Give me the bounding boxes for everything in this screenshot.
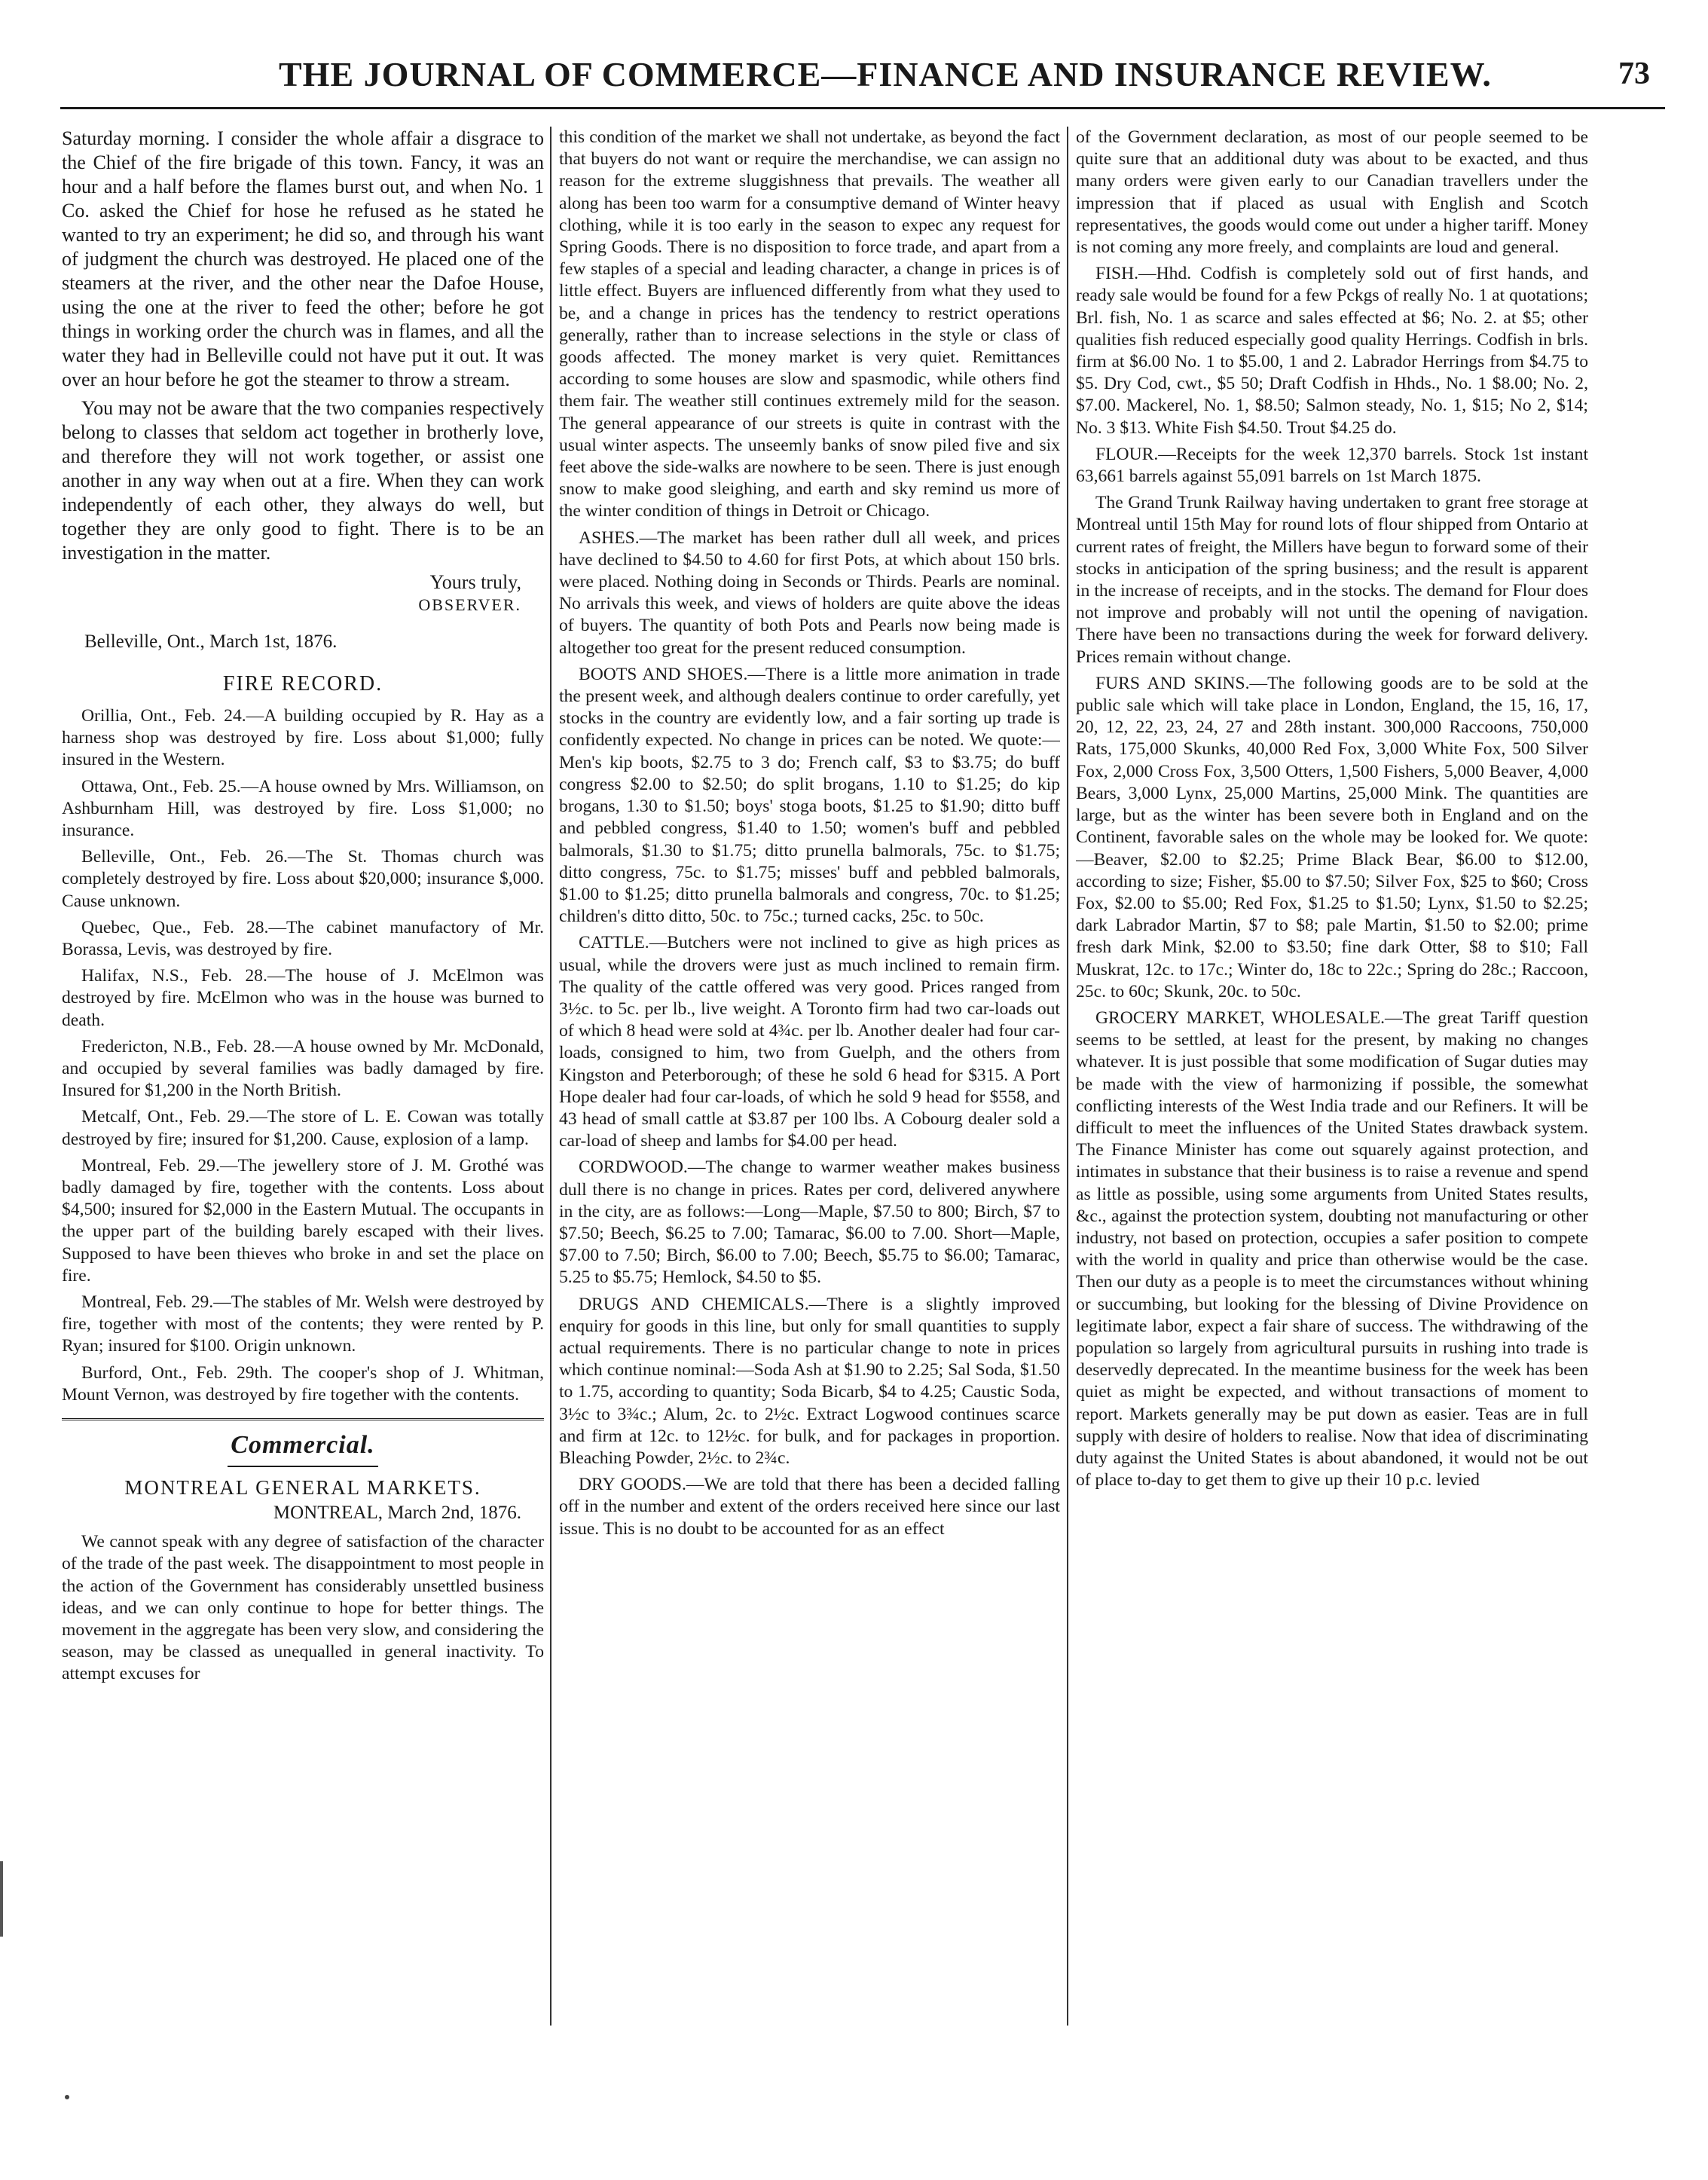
ink-speck	[65, 2095, 69, 2099]
column-3	[1076, 127, 1588, 2041]
furs-skins-paragraph: FURS AND SKINS.—The following goods are to be sold at the public sale which will take place in London, England, the 15, 16, 17, 20, 12, 22, 23, 24, 27 and 28th instant. 300,000 Raccoons, 750,000 Rats, 175,000 Skunks, 40,000 Red Fox, 3,000 White Fox, 500 Silver Fox, 2,000 Cross Fox, 3,500 Otters, 1,500 Fishers, 5,000 Beaver, 4,000 Bears, 3,000 Lynx, 25,000 Martins, 25,000 Mink. The quantities are large, but as the winter has been severe both in England and on the Continent, favorable sales on the whole may be looked for. We quote:—Beaver, $2.00 to $2.25; Prime Black Bear, $6.00 to $12.00, according to size; Fisher, $5.00 to $7.50; Silver Fox, $25 to $60; Cross Fox, $2.00 to $5.00; Red Fox, $1.25 to $1.50; Lynx, $1.50 to $2.25; dark Labrador Martin, $7 to $8; pale Martin, $1.50 to $2.00; prime fresh dark Mink, $2.00 to $3.50; fine dark Otter, $8 to $10; Fall Muskrat, 12c. to 17c.; Winter do, 18c to 22c.; Spring do 28c.; Raccoon, 25c. to 60c; Skunk, 20c. to 50c.	[1076, 673, 1588, 1001]
fire-record-item: Fredericton, N.B., Feb. 28.—A house owned by Mr. McDonald, and occupied by several families was badly damaged by fire. Insured for $1,200 in the North British.	[62, 1036, 544, 1101]
fire-record-item: Montreal, Feb. 29.—The jewellery store of J. M. Grothé was badly damaged by fire, together with the contents. Loss about $4,500; insured for $2,000 in the Eastern Mutual. The occupants in the upper part of the building barely escaped with their lives. Supposed to have been thieves who broke in and set the place on fire.	[62, 1155, 544, 1286]
fire-record-item: Orillia, Ont., Feb. 24.—A building occupied by R. Hay as a harness shop was destroyed by fire. Loss about $1,000; fully insured in the Western.	[62, 706, 544, 770]
letter-signoff: Yours truly,	[429, 571, 521, 593]
fire-record-list	[62, 705, 544, 1406]
fire-record-item: Ottawa, Ont., Feb. 25.—A house owned by Mrs. Williamson, on Ashburnham Hill, was destroyed by fire. Loss $1,000; no insurance.	[62, 776, 544, 841]
drugs-chemicals-paragraph: DRUGS AND CHEMICALS.—There is a slightly improved enquiry for goods in this line, but only for small quantities to supply actual requirements. There is no particular change to note in prices which continue nominal:—Soda Ash at $1.90 to 2.25; Sal Soda, $1.50 to 1.75, according to quantity; Soda Bicarb, $4 to 4.25; Caustic Soda, 3½c to 3¾c.; Alum, 2c. to 2½c. Extract Logwood continues scarce and firm at 12c. to 12½c. for bulk, and for packages in proportion. Bleaching Powder, 2½c. to 2¾c.	[559, 1294, 1060, 1468]
fire-record-heading: FIRE RECORD.	[222, 672, 383, 696]
markets-dateline: MONTREAL, March 2nd, 1876.	[273, 1503, 521, 1524]
grand-trunk-paragraph: The Grand Trunk Railway having undertaken to grant free storage at Montreal until 15th May for round lots of flour shipped from Ontario at current rates of freight, the Millers have begun to forward some of their stocks in anticipation of the spring business; and the result is apparent in the increase of receipts, and in the stocks. The demand for Flour does not improve and probably will not until the opening of navigation. There have been no transactions during the week for forward delivery. Prices remain without change.	[1076, 493, 1588, 667]
cattle-paragraph: CATTLE.—Butchers were not inclined to give as high prices as usual, while the drovers were just as much inclined to remain firm. The quality of the cattle offered was very good. Prices ranged from 3½c. to 5c. per lb., live weight. A Toronto firm had two car-loads out of which 8 head were sold at 4¾c. per lb. Another dealer had four car-loads, consigned to him, two from Guelph, and the others from Kingston and Peterborough; of these he sold 6 head for $315. A Port Hope dealer had four car-loads, of which he sold 9 head for $558, and 43 head of small cattle at $3.87 per 100 lbs. A Cobourg dealer sold a car-load of sheep and lambs for $4.00 per head.	[559, 933, 1060, 1151]
fire-record-item: Metcalf, Ont., Feb. 29.—The store of L. E. Cowan was totally destroyed by fire; insured for $1,200. Cause, explosion of a lamp.	[62, 1107, 544, 1149]
boots-shoes-paragraph: BOOTS AND SHOES.—There is a little more animation in trade the present week, and although dealers continue to order carefully, yet stocks in the country are evidently low, and a fair sorting up trade is confidently expected. No change in prices can be noted. We quote:—Men's kip boots, $2.75 to 3 do; French calf, $3 to $3.75; do buff congress $2.00 to $2.50; do split brogans, 1.10 to $1.25; do kip brogans, 1.30 to $1.50; boys' stoga boots, $1.25 to $1.90; ditto buff and pebbled congress, $1.40 to 1.50; women's buff and pebbled balmorals, $1.30 to $1.75; ditto prunella balmorals, 75c. to $1.75; ditto congress, 75c. to $1.75; misses' buff and pebbled balmorals, $1.00 to $1.25; ditto prunella balmorals and congress, 70c. to $1.25; children's ditto ditto, 50c. to 75c.; turned cacks, 25c. to 50c.	[559, 664, 1060, 927]
journal-title: THE JOURNAL OF COMMERCE—FINANCE AND INSURANCE REVIEW.	[279, 55, 1492, 93]
page-header	[60, 54, 1665, 109]
article-paragraph: this condition of the market we shall not undertake, as beyond the fact that buyers do not want or require the merchandise, we can assign no reason for the extreme sluggishness that prevails. The weather all along has been too warm for a consumptive demand of Winter heavy clothing, while it is too early in the season to expec any request for Spring Goods. There is no disposition to force trade, and apart from a few staples of a special and leading character, a change in prices is of little effect. Buyers are influenced differently from what they used to be, and a change in prices has the tendency to restrict operations generally, rather than to increase selections in the style or class of goods affected. The money market is very quiet. Remittances according to some houses are slow and spasmodic, while others find them fair. The weather still continues extremely mild for the season. The general appearance of our streets is quite in contrast with the usual winter aspects. The unseemly banks of snow piled five and six feet above the side-walks are nowhere to be seen. There is just enough snow to make good sleighing, and earth and sky remind us more of the winter condition of things in Detroit or Chicago.	[559, 127, 1060, 521]
heading-rule	[228, 1466, 378, 1467]
cordwood-paragraph: CORDWOOD.—The change to warmer weather makes business dull there is no change in prices. Rates per cord, delivered anywhere in the city, are as follows:—Long—Maple, $7.50 to 800; Birch, $7 to $7.50; Beech, $6.25 to 7.00; Tamarac, $6.00 to 7.00. Short—Maple, $7.00 to 7.50; Birch, $6.00 to 7.00; Beech, $5.75 to $6.00; Tamarac, 5.25 to $5.75; Hemlock, $4.50 to $5.	[559, 1157, 1060, 1288]
letter-signer: OBSERVER.	[418, 595, 521, 614]
fire-record-item: Montreal, Feb. 29.—The stables of Mr. Welsh were destroyed by fire, together with most of the contents; they were rented by P. Ryan; insured for $100. Origin unknown.	[62, 1292, 544, 1356]
letter-paragraph: You may not be aware that the two companies respectively belong to classes that seldom act together in brotherly love, and therefore they will not work together, or assist one another in any way when out at a fire. When they can work independently of each other, they always do well, but together they are only good to fight. There is to be an investigation in the matter.	[62, 397, 544, 564]
letter-to-editor	[62, 127, 544, 565]
column-2	[559, 127, 1060, 2041]
fish-paragraph: FISH.—Hhd. Codfish is completely sold out of first hands, and ready sale would be found for a few Pckgs of really No. 1 at quotations; Brl. fish, No. 1 as scarce and sales effected at $6; No. 2. at $5; other qualities fish reduced especially good quality Herrings. Codfish in brls. firm at $6.00 No. 1 to $5.00, 1 and 2. Labrador Herrings from $4.75 to $5. Dry Cod, cwt., $5 50; Draft Codfish in Hhds., No. 1 $8.00; No. 2, $7.00. Mackerel, No. 1, $8.50; Salmon steady, No. 1, $15; No 2, $14; No. 3 $13. White Fish $4.50. Trout $4.25 do.	[1076, 264, 1588, 438]
section-divider	[62, 1418, 544, 1423]
fire-record-item: Burford, Ont., Feb. 29th. The cooper's shop of J. Whitman, Mount Vernon, was destroyed by fire together with the contents.	[62, 1362, 544, 1405]
ashes-paragraph: ASHES.—The market has been rather dull all week, and prices have declined to $4.50 to 4.60 for first Pots, at which about 150 brls. were placed. Nothing doing in Seconds or Thirds. Pearls are nominal. No arrivals this week, and views of holders are quite above the ideas of buyers. The quantity of both Pots and Pearls now being made is altogether too great for the present reduced consumption.	[559, 527, 1060, 658]
dry-goods-paragraph: DRY GOODS.—We are told that there has been a decided falling off in the number and extent of the orders received here since our last issue. This is no doubt to be accounted for as an effect	[559, 1475, 1060, 1539]
markets-intro	[62, 1531, 544, 1685]
fire-record-item: Quebec, Que., Feb. 28.—The cabinet manufactory of Mr. Borassa, Levis, was destroyed by fire.	[62, 917, 544, 960]
letter-paragraph: Saturday morning. I consider the whole affair a disgrace to the Chief of the fire brigade of this town. Fancy, it was an hour and a half before the flames burst out, and when No. 1 Co. asked the Chief for hose he refused as he stated he wanted to try an experiment; he did so, and through his want of judgment the church was destroyed. He placed one of the steamers at the river, and the other near the Dafoe House, using the one at the river to feed the other; before he got things in working order the church was in flames, and all the water they had in Belleville could not have put it out. It was over an hour before he got the steamer to throw a stream.	[62, 127, 544, 390]
column-1	[62, 127, 544, 2041]
article-paragraph: of the Government declaration, as most of our people seemed to be quite sure that an additional duty was about to be exacted, and thus many orders were given early to our Canadian travellers under the impression that if placed as usual with English and Scotch representatives, the goods would come out under a higher tariff. Money is not coming any more freely, and complaints are loud and general.	[1076, 127, 1588, 258]
markets-heading: MONTREAL GENERAL MARKETS.	[124, 1476, 481, 1500]
letter-dateline: Belleville, Ont., March 1st, 1876.	[84, 631, 338, 652]
commercial-heading: Commercial.	[231, 1431, 375, 1460]
fire-record-item: Halifax, N.S., Feb. 28.—The house of J. McElmon was destroyed by fire. McElmon who was in the house was burned to death.	[62, 966, 544, 1030]
column-divider-1	[550, 127, 552, 2026]
binding-mark	[0, 1861, 3, 1937]
column-divider-2	[1067, 127, 1068, 2026]
page-number: 73	[1618, 57, 1650, 91]
fire-record-item: Belleville, Ont., Feb. 26.—The St. Thomas church was completely destroyed by fire. Loss about $20,000; insurance $,000. Cause unknown.	[62, 847, 544, 911]
flour-paragraph: FLOUR.—Receipts for the week 12,370 barrels. Stock 1st instant 63,661 barrels against 55,091 barrels on 1st March 1875.	[1076, 444, 1588, 487]
markets-intro-paragraph: We cannot speak with any degree of satisfaction of the character of the trade of the past week. The disappointment to most people in the action of the Government has considerably unsettled business ideas, and we can only continue to hope for better things. The movement in the aggregate has been very slow, and considering the season, may be classed as unequalled in general inactivity. To attempt excuses for	[62, 1532, 544, 1684]
grocery-market-paragraph: GROCERY MARKET, WHOLESALE.—The great Tariff question seems to be settled, at least for the present, by making no changes whatever. It is just possible that some modification of Sugar duties may be made with the view of harmonizing if possible, the somewhat conflicting interests of the West India trade and our Refiners. It will be difficult to meet the influences of the United States drawback system. The Finance Minister has come out squarely against protection, and intimates in substance that their business is to raise a revenue and spend as little as possible, using some arguments from United States results, &c., against the protection system, doubting not manufacturing or other industry, not based on protection, occupies a safer position to compete with the world in quality and price than otherwise would be the case. Then our duty as a people is to meet the circumstances without whining or succumbing, but looking for the blessing of Divine Providence on legitimate labor, expect a fair share of success. The withdrawing of the population so largely from agricultural pursuits in rushing into trade is deservedly deprecated. In the meantime business for the week has been quiet as might be expected, and without transactions of moment to report. Markets generally may be put down as easier. Teas are in full supply with desire of holders to realise. Now that idea of discriminating duty against the United States is about abandoned, it would not be out of place to-day to get them to give up their 10 p.c. levied	[1076, 1007, 1588, 1491]
